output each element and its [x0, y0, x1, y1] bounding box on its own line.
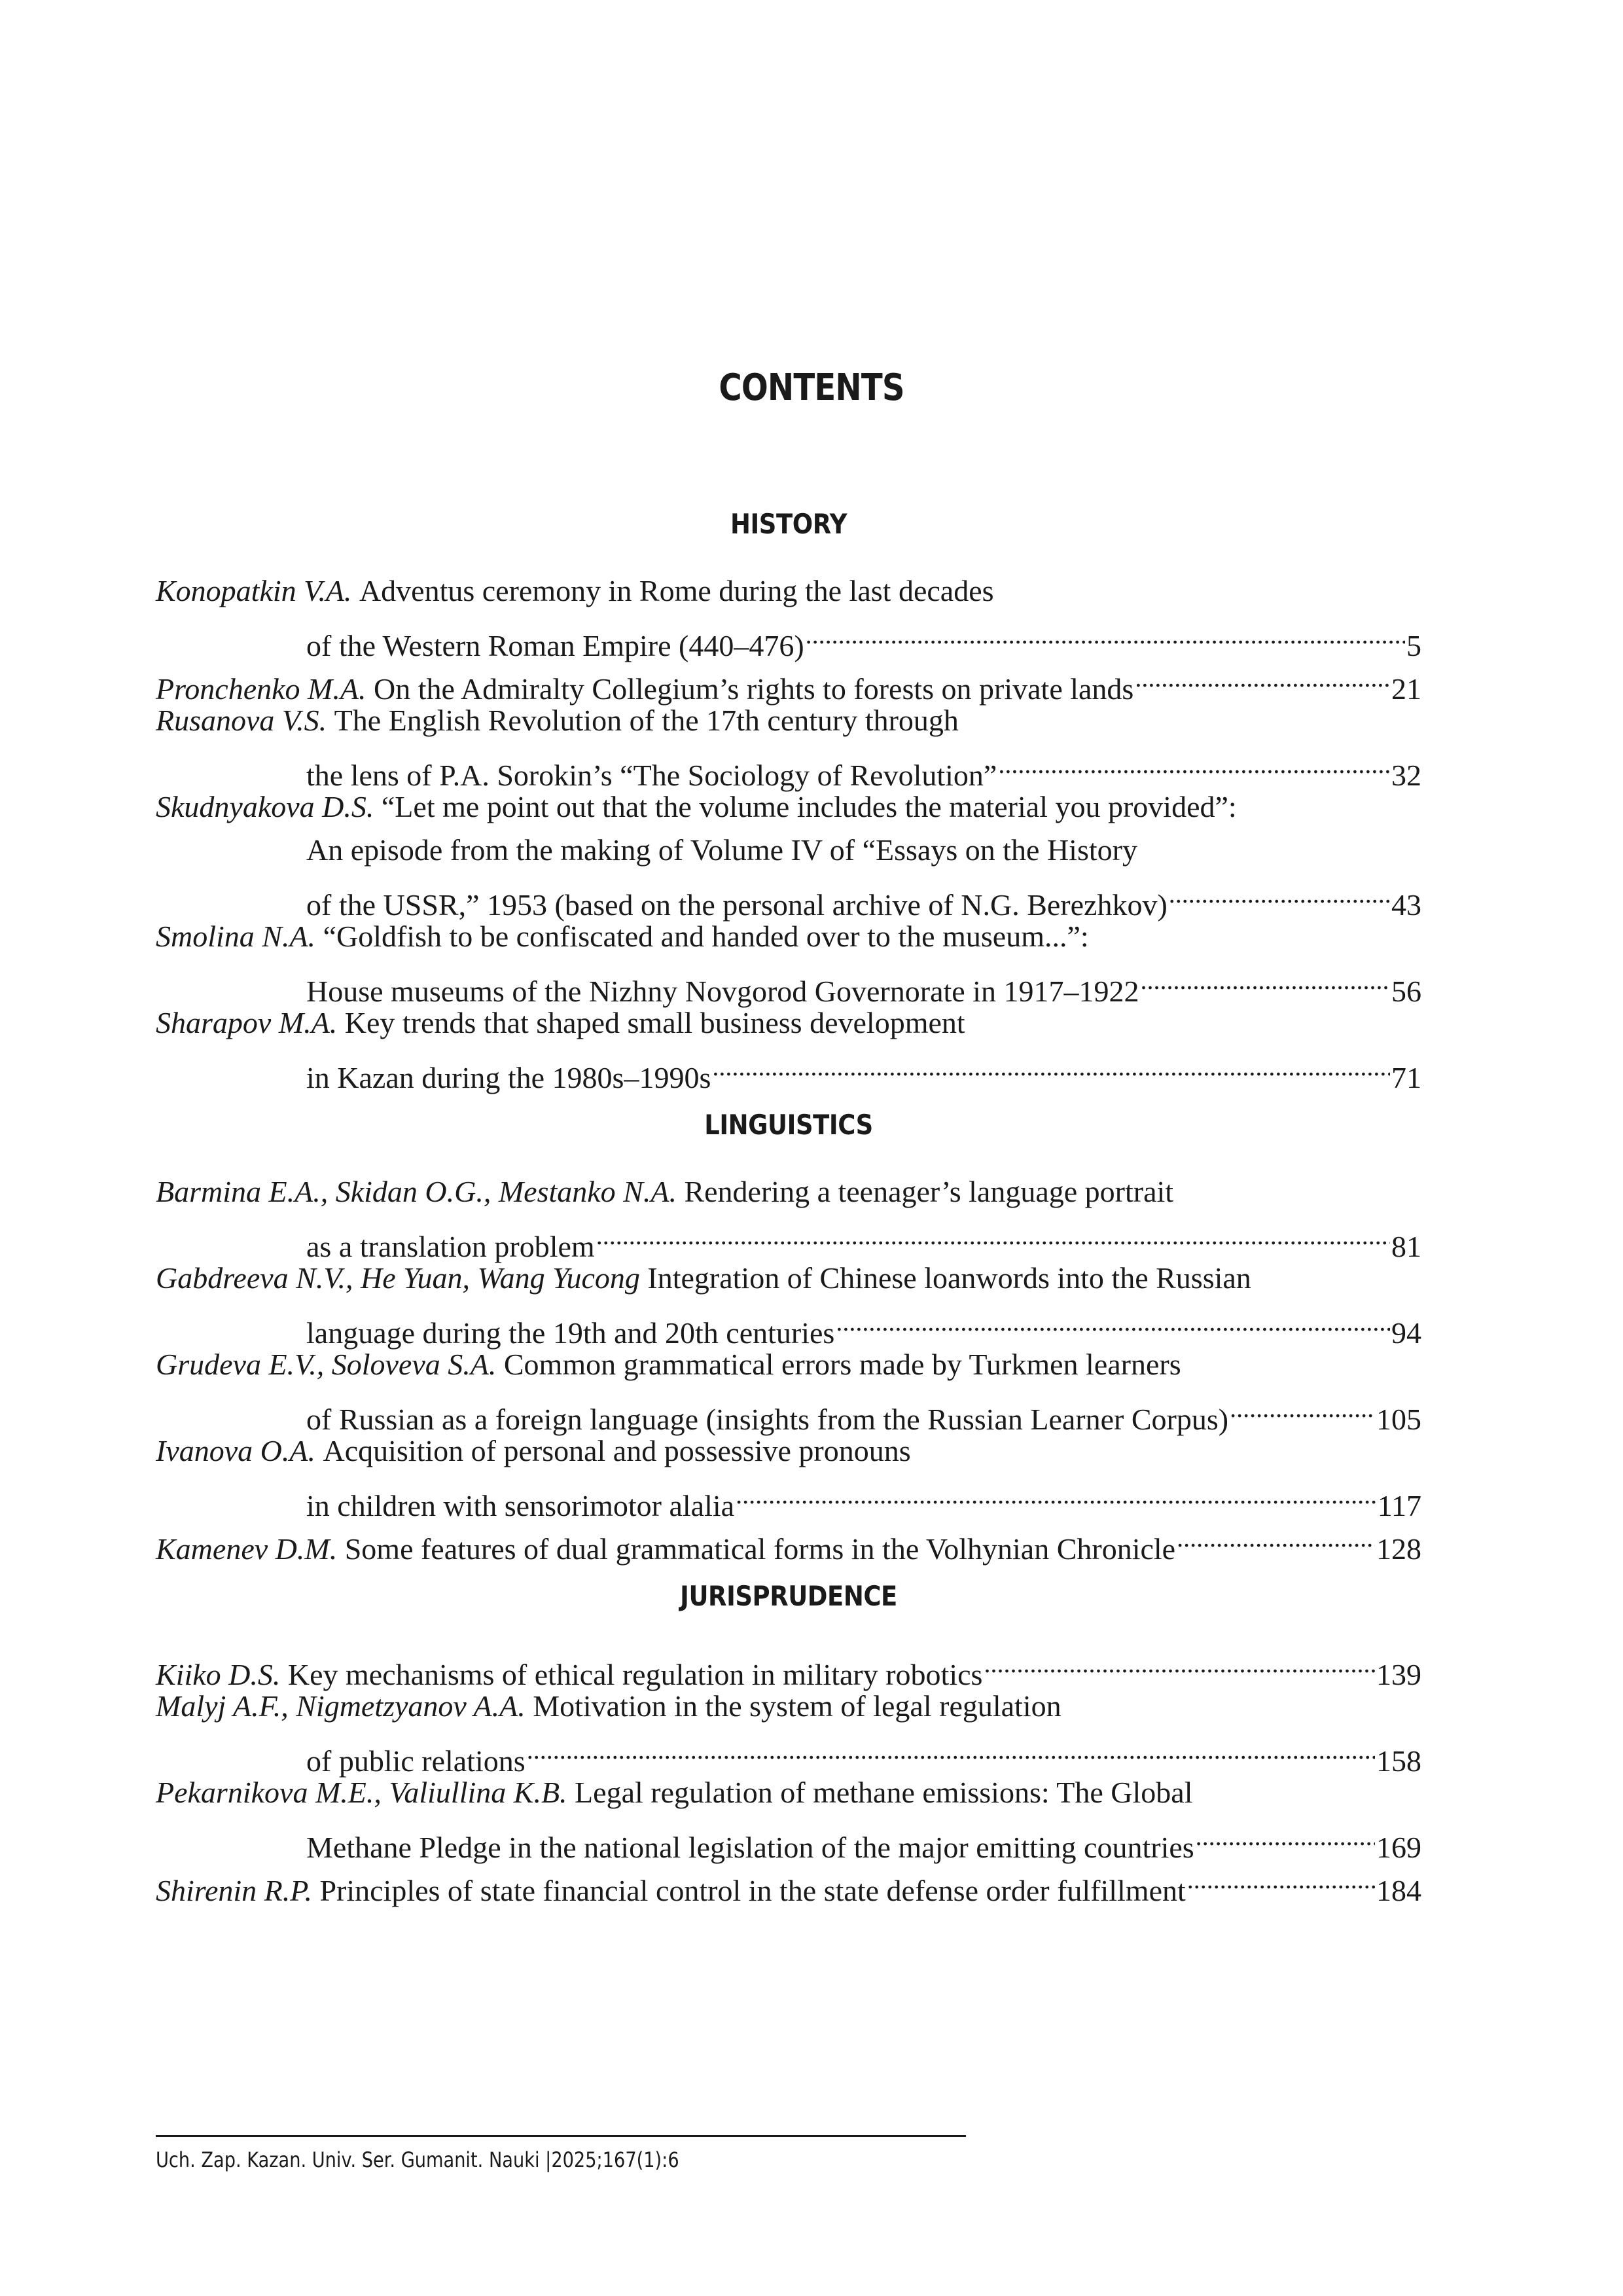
page-number[interactable]: 21 [1391, 672, 1421, 706]
page-number[interactable]: 71 [1391, 1061, 1421, 1094]
page-number[interactable]: 169 [1376, 1831, 1421, 1864]
entry-authors: Grudeva E.V., Soloveva S.A. [156, 1348, 497, 1381]
page-title: CONTENTS [719, 367, 904, 409]
entry-title-text: “Goldfish to be confiscated and handed over to the museum...”: [323, 920, 1089, 953]
entry-title-text: Key trends that shaped small business development [344, 1006, 965, 1039]
entry-continuation-line [156, 1728, 1421, 1778]
entry-authors: Barmina E.A., Skidan O.G., Mestanko N.A. [156, 1175, 677, 1208]
footer-journal: Uch. Zap. Kazan. Univ. Ser. Gumanit. Nauki [156, 2147, 540, 2172]
entry-continuation-line [156, 1045, 1421, 1094]
dot-leader [1177, 1516, 1375, 1559]
dot-leader [1140, 958, 1390, 1001]
entry-title-text: An episode from the making of Volume IV of “Essays on the History [306, 833, 1137, 867]
toc-entry[interactable] [156, 785, 1421, 922]
entry-title-text: Rendering a teenager’s language portrait [684, 1175, 1174, 1208]
page-number[interactable]: 94 [1391, 1316, 1421, 1350]
footer-divider [156, 2135, 966, 2137]
entry-first-line [156, 1001, 1421, 1045]
entry-authors: Skudnyakova D.S. [156, 790, 374, 823]
toc-entry[interactable] [156, 699, 1421, 792]
entry-title-text: Adventus ceremony in Rome during the last decades [359, 574, 994, 607]
page-number[interactable]: 128 [1376, 1532, 1421, 1566]
entry-first-line [156, 1429, 1421, 1473]
dot-leader [1230, 1386, 1375, 1429]
entry-title-text: “Let me point out that the volume includes the material you provided”: [381, 790, 1237, 823]
page-number[interactable]: 56 [1391, 975, 1421, 1008]
entry-title-text: in children with sensorimotor alalia [306, 1489, 735, 1522]
footer-separator: | [545, 2147, 552, 2172]
entry-authors: Pronchenko M.A. [156, 672, 366, 706]
page-number[interactable]: 184 [1376, 1874, 1421, 1907]
toc-entry[interactable] [156, 1641, 1421, 1691]
entry-continuation-line [156, 742, 1421, 792]
entry-title-text: as a translation problem [306, 1230, 595, 1263]
footer-citation: 2025;167(1):6 [551, 2147, 679, 2172]
entry-first-line [156, 1343, 1421, 1386]
entry-authors: Malyj A.F., Nigmetzyanov A.A. [156, 1689, 526, 1723]
entry-continuation-line [156, 613, 1421, 662]
section-heading: HISTORY [730, 508, 847, 540]
page-number[interactable]: 105 [1376, 1403, 1421, 1436]
entry-continuation-line [156, 872, 1421, 922]
entry-authors: Ivanova O.A. [156, 1434, 315, 1467]
entry-authors: Kamenev D.M. [156, 1532, 338, 1566]
dot-leader [836, 1300, 1390, 1343]
entry-title-text: Key mechanisms of ethical regulation in military robotics [287, 1658, 983, 1691]
entry-first-line [156, 1516, 1421, 1566]
entry-title-text: language during the 19th and 20th centuries [306, 1316, 835, 1350]
dot-leader [1169, 872, 1390, 915]
dot-leader [998, 742, 1390, 785]
entry-list [156, 569, 1421, 1094]
toc-entry[interactable] [156, 656, 1421, 706]
toc-entry[interactable] [156, 1516, 1421, 1566]
toc-entry[interactable] [156, 915, 1421, 1008]
entry-title-text: of the Western Roman Empire (440–476) [306, 629, 804, 662]
entry-title-text: Some features of dual grammatical forms in the Volhynian Chronicle [344, 1532, 1176, 1566]
entry-first-line [156, 785, 1421, 829]
entry-first-line [156, 656, 1421, 706]
entry-continuation-line [156, 1300, 1421, 1350]
entry-title-text: Motivation in the system of legal regulation [533, 1689, 1061, 1723]
toc-entry[interactable] [156, 1771, 1421, 1864]
entry-continuation-line [156, 1814, 1421, 1864]
page-number[interactable]: 5 [1406, 629, 1421, 662]
entry-title-text: Common grammatical errors made by Turkmen learners [503, 1348, 1181, 1381]
entry-continuation-line [156, 1213, 1421, 1263]
entry-title-text: House museums of the Nizhny Novgorod Governorate in 1917–1922 [306, 975, 1139, 1008]
entry-authors: Smolina N.A. [156, 920, 316, 953]
entry-title-text: Principles of state financial control in the state defense order fulfillment [319, 1874, 1186, 1907]
toc-entry[interactable] [156, 1429, 1421, 1522]
entry-first-line [156, 1641, 1421, 1691]
entry-list [156, 1641, 1421, 1907]
entry-title-text: On the Admiralty Collegium’s rights to forests on private lands [373, 672, 1134, 706]
toc-section-jurisprudence [156, 1576, 1421, 1907]
dot-leader [1187, 1857, 1375, 1901]
entry-title-text: of Russian as a foreign language (insights from the Russian Learner Corpus) [306, 1403, 1229, 1436]
page-number[interactable]: 117 [1377, 1489, 1421, 1522]
dot-leader [527, 1728, 1375, 1771]
entry-title-text: of the USSR,” 1953 (based on the personal archive of N.G. Berezhkov) [306, 888, 1168, 922]
entry-first-line [156, 1170, 1421, 1213]
toc-section-linguistics [156, 1105, 1421, 1566]
entry-authors: Pekarnikova M.E., Valiullina K.B. [156, 1776, 567, 1809]
entry-continuation-line [156, 1386, 1421, 1436]
entry-title-text: Acquisition of personal and possessive pronouns [323, 1434, 911, 1467]
table-of-contents [156, 504, 1421, 1907]
dot-leader [806, 613, 1405, 656]
entry-first-line [156, 1771, 1421, 1814]
entry-first-line [156, 915, 1421, 958]
toc-entry[interactable] [156, 1257, 1421, 1350]
dot-leader [984, 1641, 1375, 1685]
page-number[interactable]: 32 [1391, 759, 1421, 792]
toc-entry[interactable] [156, 1001, 1421, 1094]
dot-leader [596, 1213, 1390, 1257]
entry-first-line [156, 569, 1421, 613]
entry-title-text: Legal regulation of methane emissions: The Global [575, 1776, 1193, 1809]
page-number[interactable]: 43 [1391, 888, 1421, 922]
dot-leader [1135, 656, 1390, 699]
entry-continuation-line [156, 958, 1421, 1008]
entry-title-text: the lens of P.A. Sorokin’s “The Sociology of Revolution” [306, 759, 997, 792]
entry-title-text: Methane Pledge in the national legislation of the major emitting countries [306, 1831, 1194, 1864]
entry-first-line [156, 1257, 1421, 1300]
entry-authors: Shirenin R.P. [156, 1874, 312, 1907]
entry-continuation-line [156, 829, 1421, 872]
toc-section-history [156, 504, 1421, 1094]
entry-authors: Kiiko D.S. [156, 1658, 281, 1691]
entry-first-line [156, 1857, 1421, 1907]
entry-title-text: in Kazan during the 1980s–1990s [306, 1061, 711, 1094]
entry-title-text: The English Revolution of the 17th century through [334, 704, 959, 737]
toc-entry[interactable] [156, 569, 1421, 662]
entry-authors: Sharapov M.A. [156, 1006, 338, 1039]
entry-authors: Konopatkin V.A. [156, 574, 352, 607]
entry-authors: Rusanova V.S. [156, 704, 327, 737]
entry-first-line [156, 1685, 1421, 1728]
page-number[interactable]: 158 [1376, 1744, 1421, 1778]
dot-leader [736, 1473, 1376, 1516]
toc-entry[interactable] [156, 1685, 1421, 1778]
toc-entry[interactable] [156, 1170, 1421, 1263]
toc-entry[interactable] [156, 1343, 1421, 1436]
dot-leader [1196, 1814, 1375, 1857]
section-heading: LINGUISTICS [704, 1109, 873, 1141]
entry-continuation-line [156, 1473, 1421, 1522]
dot-leader [712, 1045, 1390, 1088]
footer [156, 2145, 679, 2174]
entry-list [156, 1170, 1421, 1566]
section-heading: JURISPRUDENCE [680, 1580, 897, 1612]
entry-first-line [156, 699, 1421, 742]
entry-title-text: of public relations [306, 1744, 526, 1778]
entry-authors: Gabdreeva N.V., He Yuan, Wang Yucong [156, 1261, 640, 1295]
page-number[interactable]: 81 [1391, 1230, 1421, 1263]
entry-title-text: Integration of Chinese loanwords into the Russian [647, 1261, 1251, 1295]
page-number[interactable]: 139 [1376, 1658, 1421, 1691]
toc-entry[interactable] [156, 1857, 1421, 1907]
